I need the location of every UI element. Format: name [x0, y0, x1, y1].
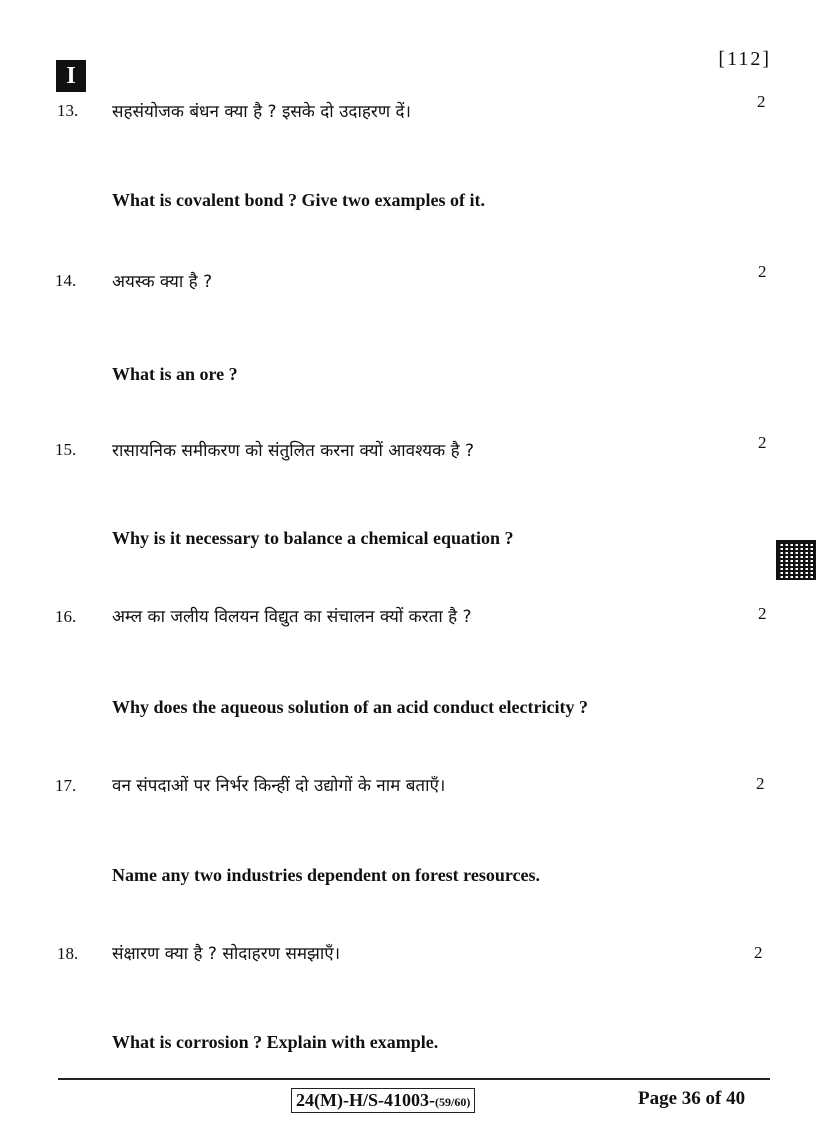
question-number: 16. — [55, 607, 77, 626]
question-english: Why is it necessary to balance a chemical equation ? — [112, 528, 514, 548]
question-english: What is corrosion ? Explain with example. — [112, 1032, 439, 1052]
footer-paper-code — [291, 1088, 475, 1113]
question-number: 18. — [57, 944, 79, 963]
question-marks: 2 — [758, 262, 767, 281]
footer-page-number: Page 36 of 40 — [638, 1088, 746, 1109]
question-english: What is an ore ? — [112, 364, 238, 384]
page-code: [112] — [718, 48, 771, 70]
question-hindi: रासायनिक समीकरण को संतुलित करना क्यों आवश्यक है ? — [112, 441, 475, 461]
footer-code-suffix: (59/60) — [434, 1095, 471, 1109]
footer-code-text: 24(M)-H/S-41003- — [296, 1090, 435, 1110]
question-hindi: अम्ल का जलीय विलयन विद्युत का संचालन क्यों करता है ? — [112, 607, 472, 627]
question-marks: 2 — [754, 943, 763, 962]
question-number: 17. — [55, 776, 77, 795]
question-hindi: अयस्क क्या है ? — [112, 272, 213, 292]
question-hindi: संक्षारण क्या है ? सोदाहरण समझाएँ। — [112, 944, 341, 964]
question-marks: 2 — [757, 92, 766, 111]
footer-divider — [58, 1078, 770, 1080]
question-hindi: सहसंयोजक बंधन क्या है ? इसके दो उदाहरण दें। — [112, 102, 411, 122]
question-hindi: वन संपदाओं पर निर्भर किन्हीं दो उद्योगों के नाम बताएँ। — [112, 776, 446, 796]
question-marks: 2 — [758, 604, 767, 623]
section-badge: I — [56, 60, 86, 92]
question-marks: 2 — [758, 433, 767, 452]
question-number: 15. — [55, 440, 77, 459]
qr-code-icon — [776, 540, 816, 580]
question-number: 13. — [57, 101, 79, 120]
question-english: Why does the aqueous solution of an acid conduct electricity ? — [112, 697, 589, 717]
question-marks: 2 — [756, 774, 765, 793]
question-english: What is covalent bond ? Give two examples of it. — [112, 190, 485, 210]
question-english: Name any two industries dependent on forest resources. — [112, 865, 540, 885]
question-number: 14. — [55, 271, 77, 290]
